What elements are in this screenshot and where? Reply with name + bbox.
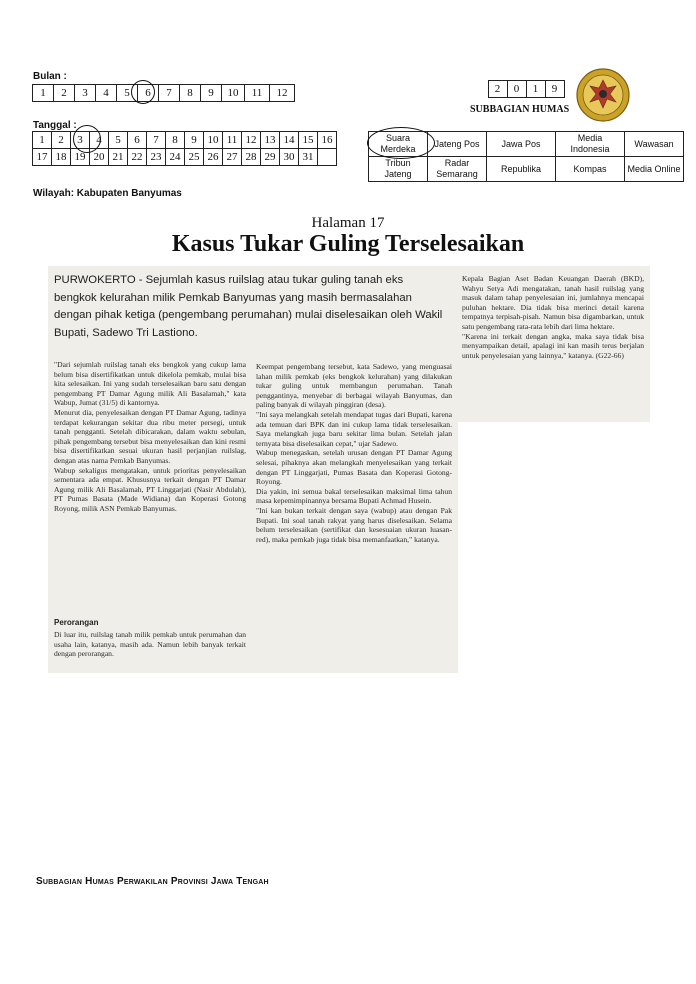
article-subhead: Perorangan	[54, 618, 99, 627]
day-cell-10: 10	[204, 132, 223, 149]
month-cell-1: 1	[33, 85, 54, 102]
day-cell-20: 20	[90, 149, 109, 166]
publication-cell-Jawa Pos: Jawa Pos	[487, 132, 556, 157]
day-cell-31: 31	[299, 149, 318, 166]
selected-month-circle	[131, 80, 155, 104]
month-cell-3: 3	[75, 85, 96, 102]
publication-cell-Media Indonesia: Media Indonesia	[556, 132, 625, 157]
page-number: Halaman 17	[311, 215, 385, 231]
day-cell-27: 27	[223, 149, 242, 166]
month-cell-6: 6	[138, 85, 159, 102]
day-cell-7: 7	[147, 132, 166, 149]
article-column-1: "Dari sejumlah ruilslag tanah eks bengkok yang cukup lama belum bisa disertifikatkan untuk dikelola pemkab, mulai bisa kita selesaikan. Ini yang sudah terselesaikan baru satu dengan pengembang PT Damar Agung milik Ali Basalamah," kata Wabup, Jumat (31/5) di kantornya. Menurut dia, penyelesaikan dengan PT Damar Agung, tadinya terdapat kekurangan sekitar dua ribu meter persegi, untuk tanah pengganti. Setelah dibicarakan, dalam waktu sebulan, pihak pengembang tersebut bisa menyelesaikan dan kini resmi bisa disertifikatkan sesuai ukuran hasil perjanjian ruilslag, dengan atas nama Pemkab Banyumas. Wabup sekaligus mengatakan, untuk prioritas penyelesaikan sementara ada empat. Khususnya terkait dengan PT Damar Agung milik Ali Basalamah, PT Linggarjati (Nasir Abdulah), PT Pumas Basata (Made Widiana) dan Koperasi Gotong Royong, milik ASN Pemkab Banyumas.	[54, 360, 246, 513]
day-cell-8: 8	[166, 132, 185, 149]
day-cell-12: 12	[242, 132, 261, 149]
year-box	[488, 80, 565, 98]
month-cell-10: 10	[222, 85, 245, 102]
day-cell-9: 9	[185, 132, 204, 149]
publication-cell-Jateng Pos: Jateng Pos	[428, 132, 487, 157]
day-cell-29: 29	[261, 149, 280, 166]
publication-cell-Media Online: Media Online	[625, 157, 684, 182]
day-cell-26: 26	[204, 149, 223, 166]
year-digit-0: 0	[508, 81, 527, 98]
month-cell-5: 5	[117, 85, 138, 102]
day-cell-15: 15	[299, 132, 318, 149]
article-column-1-cont: Di luar itu, ruilslag tanah milik pemkab untuk perumahan dan usaha lain, katanya, masih ada. Namun lebih banyak terkait dengan perorangan.	[54, 630, 246, 659]
day-cell-17: 17	[33, 149, 52, 166]
day-cell-22: 22	[128, 149, 147, 166]
month-grid	[32, 84, 295, 102]
month-cell-8: 8	[180, 85, 201, 102]
month-cell-9: 9	[201, 85, 222, 102]
day-cell-21: 21	[109, 149, 128, 166]
month-cell-7: 7	[159, 85, 180, 102]
day-cell-24: 24	[166, 149, 185, 166]
day-cell-3: 3	[71, 132, 90, 149]
month-cell-11: 11	[245, 85, 270, 102]
article-lead: PURWOKERTO - Sejumlah kasus ruilslag atau tukar guling tanah eks bengkok kelurahan milik Pemkab Banyumas yang masih bermasalahan dengan pihak ketiga (pengembang perumahan) mulai diselesaikan oleh Wakil Bupati, Sadewo Tri Lastiono.	[54, 274, 443, 339]
article-title: Kasus Tukar Guling Terselesaikan	[171, 231, 525, 257]
selected-publication-circle	[367, 127, 435, 159]
org-name: SUBBAGIAN HUMAS	[470, 104, 570, 115]
month-cell-12: 12	[270, 85, 295, 102]
publication-cell-Suara Merdeka: Suara Merdeka	[369, 132, 428, 157]
month-cell-2: 2	[54, 85, 75, 102]
day-cell-11: 11	[223, 132, 242, 149]
day-cell-blank	[318, 149, 337, 166]
day-cell-5: 5	[109, 132, 128, 149]
footer-text: Subbagian Humas Perwakilan Provinsi Jawa Tengah	[36, 876, 269, 887]
bulan-label: Bulan :	[33, 71, 67, 82]
day-cell-23: 23	[147, 149, 166, 166]
day-cell-1: 1	[33, 132, 52, 149]
day-cell-6: 6	[128, 132, 147, 149]
article-column-2: Keempat pengembang tersebut, kata Sadewo, yang menguasai lahan milik pemkab (eks bengkok kelurahan) yang dilakukan tukar guling untuk membangun perumahan. Tanah penggantinya, menyebar di berbagai wilayah Banyumas, dan paling banyak di wilayah pinggiran (desa). "Ini saya melangkah setelah mendapat tugas dari Bupati, karena ada temuan dari BPK dan ini cukup lama tidak terselesaikan. Saya melangkah juga baru sekitar lima bulan. Setelah jalan ternyata bisa diselesaikan cepat," ujar Sadewo. Wabup menegaskan, setelah urusan dengan PT Damar Agung selesai, pihaknya akan melangkah menyelesaikan yang terkait dengan PT Linggarjati, Pumas Basata dan Koperasi Gotong-Royong. Dia yakin, ini semua bakal terselesaikan maksimal lima tahun masa kepemimpinannya bersama Bupati Achmad Husein. "Ini kan bukan terkait dengan saya (wabup) atau dengan Pak Bupati. Ini soal tanah rakyat yang harus diselesaikan. Selama belum terselesaikan (sertifikat dan kesesuaian ukuran luasan-red), maka pemkab juga tidak bisa memanfaatkan," katanya.	[256, 362, 452, 544]
day-cell-4: 4	[90, 132, 109, 149]
tanggal-label: Tanggal :	[33, 120, 77, 131]
publication-cell-Wawasan: Wawasan	[625, 132, 684, 157]
selected-day-circle	[73, 125, 101, 153]
day-cell-19: 19	[71, 149, 90, 166]
day-cell-13: 13	[261, 132, 280, 149]
day-cell-14: 14	[280, 132, 299, 149]
year-digit-9: 9	[546, 81, 565, 98]
day-cell-28: 28	[242, 149, 261, 166]
publication-cell-Radar Semarang: Radar Semarang	[428, 157, 487, 182]
day-cell-25: 25	[185, 149, 204, 166]
garuda-emblem-icon	[576, 68, 630, 122]
publication-cell-Republika: Republika	[487, 157, 556, 182]
region-label: Wilayah: Kabupaten Banyumas	[33, 188, 182, 199]
day-cell-2: 2	[52, 132, 71, 149]
month-cell-4: 4	[96, 85, 117, 102]
publication-cell-Kompas: Kompas	[556, 157, 625, 182]
day-cell-18: 18	[52, 149, 71, 166]
year-digit-2: 2	[489, 81, 508, 98]
day-cell-16: 16	[318, 132, 337, 149]
publication-cell-Tribun Jateng: Tribun Jateng	[369, 157, 428, 182]
day-cell-30: 30	[280, 149, 299, 166]
year-digit-1: 1	[527, 81, 546, 98]
article-column-3: Kepala Bagian Aset Badan Keuangan Daerah (BKD), Wahyu Setya Adi mengatakan, tanah hasil ruilslag yang masuk dalam tahap penyelesaian ini, jumlahnya mencapai puluhan hektare. Dia tidak bisa merinci detail karena tempatnya terpisah-pisah. Namun bisa digambarkan, untuk satu pengembang rata-rata lebih dari lima hektare. "Karena ini terkait dengan angka, maka saya tidak bisa menyampaikan detail, apalagi ini kan masih terus berjalan untuk penyelesaian yang lainnya," katanya. (G22-66)	[462, 274, 644, 360]
